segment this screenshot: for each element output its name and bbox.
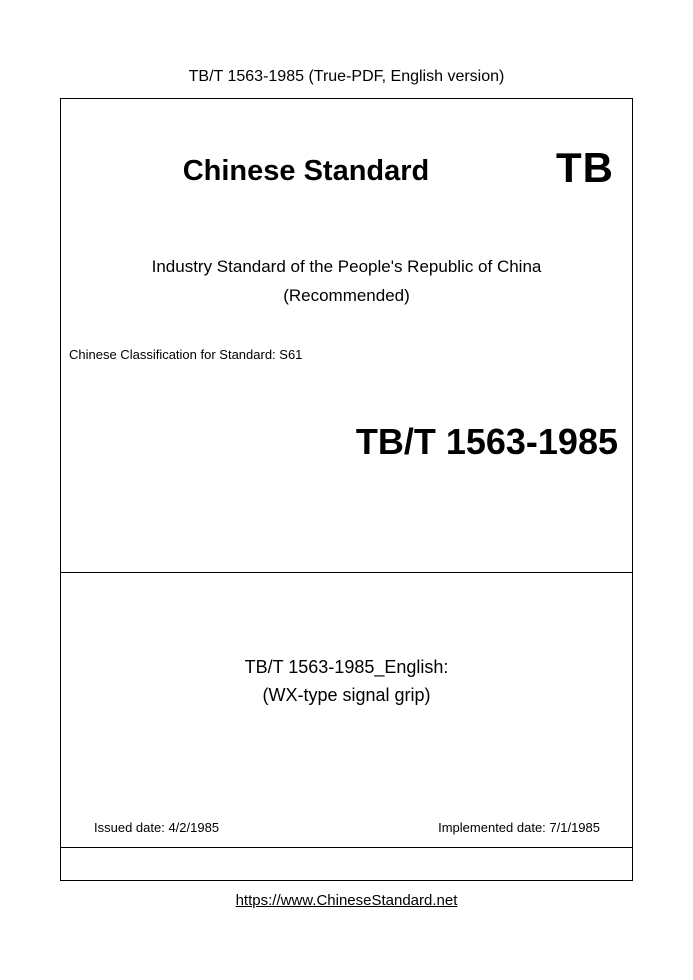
english-title-line-1: TB/T 1563-1985_English: <box>244 657 449 677</box>
cover-frame <box>60 98 633 881</box>
implemented-date: Implemented date: 7/1/1985 <box>438 820 600 835</box>
footer-url-link[interactable]: https://www.ChineseStandard.net <box>235 892 458 909</box>
tb-logo: TB <box>556 144 614 191</box>
classification-code: Chinese Classification for Standard: S61 <box>69 347 303 362</box>
header-caption: TB/T 1563-1985 (True-PDF, English version) <box>188 68 505 85</box>
industry-standard-line-1: Industry Standard of the People's Republic of China <box>151 257 542 276</box>
standard-number: TB/T 1563-1985 <box>355 421 618 462</box>
cover-upper-section <box>61 99 632 573</box>
page-title: Chinese Standard <box>182 155 430 187</box>
issued-date: Issued date: 4/2/1985 <box>94 820 220 835</box>
industry-standard-line-2: (Recommended) <box>283 286 410 305</box>
english-title-line-2: (WX-type signal grip) <box>262 685 431 705</box>
cover-footer-bar <box>61 848 632 880</box>
cover-lower-section <box>61 573 632 848</box>
